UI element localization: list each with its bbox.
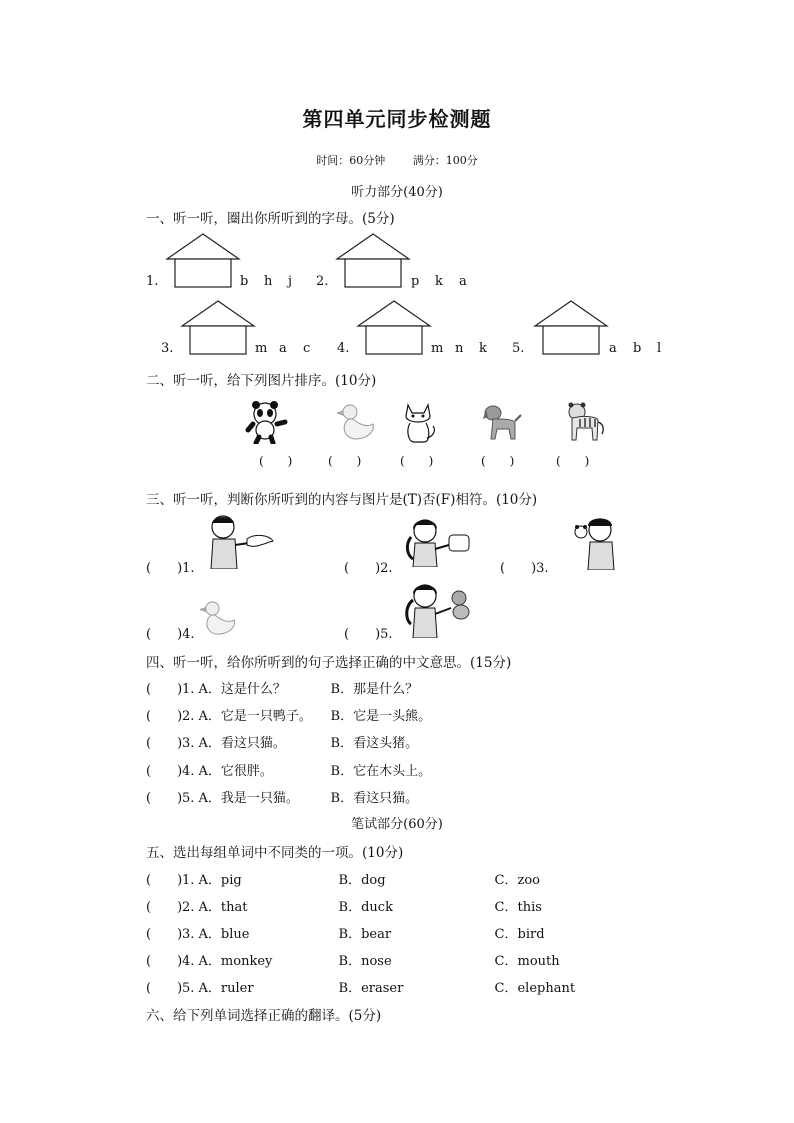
q3-item-label[interactable]: ( )3. [500,561,549,576]
q5-row [146,950,560,969]
answer-blank[interactable]: ( ) [146,873,183,888]
q3-item-label[interactable]: ( )2. [344,561,393,576]
q5-heading: 五、选出每组单词中不同类的一项。(10分) [146,845,404,861]
letter-option[interactable]: m [255,341,268,356]
q3-item-label[interactable]: ( )5. [344,627,393,642]
house-icon [335,232,411,288]
answer-blank[interactable]: ( ) [146,927,183,942]
option-a: A．monkey [198,954,273,969]
q1-item-number: 3. [161,341,174,356]
option-b: B．看这头猪。 [330,736,419,751]
dog-icon [481,403,523,447]
option-a: A．这是什么？ [198,682,286,697]
answer-blank[interactable]: ( ) [146,954,183,969]
q1-letters [431,341,503,356]
letter-option[interactable]: h [264,274,273,289]
option-b: B．eraser [338,981,404,996]
item-number: 3. [182,736,195,751]
letter-option[interactable]: k [435,274,443,289]
q4-row [146,787,418,806]
answer-blank[interactable]: ( ) [146,709,183,724]
option-a: A．pig [198,873,242,888]
letter-option[interactable]: l [657,341,662,356]
letter-option[interactable]: a [609,341,617,356]
option-b: B．dog [338,873,386,888]
option-a: A．ruler [198,981,254,996]
item-number: 2. [182,900,195,915]
answer-blank[interactable]: ( ) [400,454,434,468]
q5-row [146,896,542,915]
answer-blank[interactable]: ( ) [556,454,590,468]
item-number: 5. [182,791,195,806]
exam-time: 时间：60分钟 [316,154,386,167]
writing-part-heading: 笔试部分(60分) [351,817,443,832]
q5-row [146,869,540,888]
q1-heading: 一、听一听，圈出你所听到的字母。(5分) [146,211,395,227]
girl-with-monkey-icon [403,580,477,642]
option-a: A．它很胖。 [198,764,273,779]
option-c: C．this [494,900,542,915]
item-number: 1. [182,873,195,888]
option-b: B．nose [338,954,392,969]
cat-icon [400,402,438,448]
option-c: C．mouth [494,954,560,969]
q1-letters [240,274,312,289]
house-icon [165,232,241,288]
q1-item-number: 1. [146,274,159,289]
letter-option[interactable]: n [455,341,464,356]
answer-blank[interactable]: ( ) [146,791,183,806]
exam-info [0,152,794,168]
item-number: 1. [182,682,195,697]
option-c: C．elephant [494,981,576,996]
answer-blank[interactable]: ( ) [328,454,362,468]
q4-heading: 四、听一听，给你所听到的句子选择正确的中文意思。(15分) [146,655,512,671]
q1-item-number: 4. [337,341,350,356]
option-a: A．它是一只鸭子。 [198,709,312,724]
exam-score: 满分：100分 [412,154,478,167]
option-c: C．zoo [494,873,540,888]
q5-row [146,923,545,942]
letter-option[interactable]: k [479,341,487,356]
option-a: A．blue [198,927,250,942]
item-number: 4. [182,954,195,969]
option-b: B．bear [338,927,392,942]
boy-with-bird-icon [203,513,277,573]
option-a: A．我是一只猫。 [198,791,299,806]
item-number: 4. [182,764,195,779]
answer-blank[interactable]: ( ) [146,682,183,697]
girl-with-toy-icon [403,515,475,571]
q2-heading: 二、听一听，给下列图片排序。(10分) [146,373,377,389]
option-b: B．它是一头熊。 [330,709,432,724]
option-a: A．看这只猫。 [198,736,286,751]
option-c: C．bird [494,927,545,942]
house-icon [356,299,432,355]
option-a: A．that [198,900,248,915]
tiger-icon [562,402,606,448]
letter-option[interactable]: m [431,341,444,356]
page-title: 第四单元同步检测题 [302,107,492,131]
house-icon [533,299,609,355]
q1-item-number: 2. [316,274,329,289]
item-number: 3. [182,927,195,942]
option-b: B．duck [338,900,393,915]
house-icon [180,299,256,355]
letter-option[interactable]: c [303,341,311,356]
answer-blank[interactable]: ( ) [481,454,515,468]
answer-blank[interactable]: ( ) [146,900,183,915]
letter-option[interactable]: b [240,274,249,289]
q3-heading: 三、听一听，判断你所听到的内容与图片是(T)否(F)相符。(10分) [146,492,538,508]
q1-item-number: 5. [512,341,525,356]
duck-icon [200,598,238,642]
letter-option[interactable]: j [288,274,293,289]
q3-item-label[interactable]: ( )4. [146,627,195,642]
item-number: 5. [182,981,195,996]
boy-with-panda-icon [572,514,618,574]
panda-icon [245,400,289,448]
q1-letters [609,341,681,356]
q4-row [146,732,418,751]
q4-row [146,705,431,724]
option-b: B．它在木头上。 [330,764,432,779]
answer-blank[interactable]: ( ) [146,764,183,779]
q4-row [146,678,418,697]
q6-heading: 六、给下列单词选择正确的翻译。(5分) [146,1008,382,1024]
q1-letters [411,274,483,289]
duck-icon [337,402,377,446]
answer-blank[interactable]: ( ) [259,454,293,468]
option-b: B．那是什么？ [330,682,419,697]
answer-blank[interactable]: ( ) [146,981,183,996]
q1-letters [255,341,327,356]
q4-row [146,760,431,779]
q5-row [146,977,575,996]
listening-part-heading: 听力部分(40分) [351,185,443,200]
letter-option[interactable]: a [459,274,467,289]
letter-option[interactable]: p [411,274,420,289]
answer-blank[interactable]: ( ) [146,736,183,751]
option-b: B．看这只猫。 [330,791,419,806]
q3-item-label[interactable]: ( )1. [146,561,195,576]
letter-option[interactable]: a [279,341,287,356]
item-number: 2. [182,709,195,724]
letter-option[interactable]: b [633,341,642,356]
